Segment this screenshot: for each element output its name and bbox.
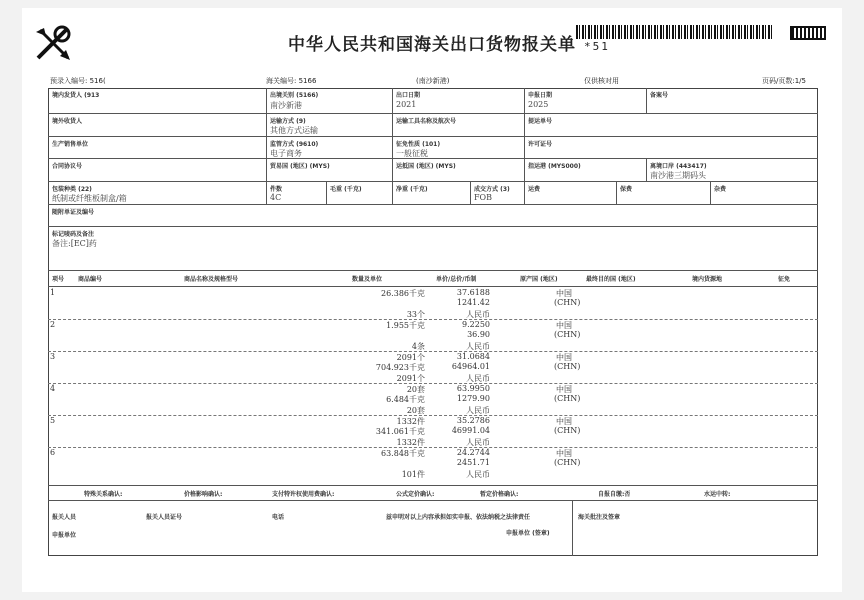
transport-mode-value: 其他方式运输	[270, 126, 318, 135]
goods-row-currency: 人民币	[466, 470, 490, 479]
barcode-number: *51	[584, 40, 610, 53]
goods-row-total-price: 64964.01	[451, 362, 490, 371]
goods-row-qty-secondary: 704.923千克	[375, 363, 425, 372]
marks-label: 标记唛码及备注	[52, 231, 95, 238]
seal-label: 申报单位 (签章)	[506, 530, 550, 537]
goods-row-qty-secondary: 6.484千克	[386, 395, 425, 404]
gross-weight-label: 毛重 (千克)	[330, 186, 362, 193]
pre-entry-number: 预录入编号: 516(	[50, 77, 106, 85]
goods-row-item-number: 3	[50, 352, 56, 361]
declarant-cert-label: 报关人员证号	[146, 514, 183, 521]
pieces-value: 4C	[270, 193, 282, 202]
dest-port-label: 指运港 (MYS000)	[528, 163, 581, 170]
goods-col-exempt: 征免	[778, 276, 791, 283]
misc-fee-label: 杂费	[714, 186, 727, 193]
goods-row-item-number: 6	[50, 448, 56, 457]
goods-col-source: 境内货源地	[692, 276, 723, 283]
levy-value: 一般征税	[396, 149, 428, 158]
goods-row-qty-declared: 20套	[406, 406, 425, 415]
goods-row-total-price: 1279.90	[456, 394, 490, 403]
domestic-consignor-label: 境内发货人 (913	[52, 92, 100, 99]
supervision-value: 电子商务	[270, 149, 302, 158]
goods-row-origin: 中国	[556, 321, 572, 330]
exit-customs-value: 南沙新港	[270, 101, 302, 110]
declare-unit-label: 申报单位	[52, 532, 77, 539]
qr-code-icon	[790, 26, 826, 40]
pieces-label: 件数	[270, 186, 283, 193]
trade-country-label: 贸易国 (地区) (MYS)	[270, 163, 330, 170]
dest-country-label: 运抵国 (地区) (MYS)	[396, 163, 456, 170]
price-impact-label: 价格影响确认:	[184, 491, 223, 498]
goods-col-final-dest: 最终目的国 (地区)	[586, 276, 636, 283]
supervision-label: 监管方式 (9610)	[270, 141, 319, 148]
levy-label: 征免性质 (101)	[396, 141, 441, 148]
goods-col-code: 商品编号	[78, 276, 103, 283]
goods-row-unit-price: 37.6188	[456, 288, 490, 297]
formula-pricing-label: 公式定价确认:	[396, 491, 435, 498]
exit-port-label: 离境口岸 (443417)	[650, 163, 707, 170]
overseas-consignee-label: 境外收货人	[52, 118, 83, 125]
declare-date-value: 2025	[528, 100, 549, 109]
goods-row-currency: 人民币	[466, 438, 490, 447]
goods-row-item-number: 1	[50, 288, 56, 297]
goods-row-origin: 中国	[556, 353, 572, 362]
page-indicator: 页码/页数:1/5	[762, 77, 806, 85]
goods-row-qty: 1.955千克	[386, 321, 425, 330]
customs-emblem-icon	[32, 24, 76, 64]
goods-row-item-number: 5	[50, 416, 56, 425]
goods-row-qty: 20套	[406, 385, 425, 394]
goods-row-unit-price: 63.9950	[456, 384, 490, 393]
goods-row-origin-code: (CHN)	[554, 330, 581, 339]
package-label: 包装种类 (22)	[52, 186, 92, 193]
insurance-label: 保费	[620, 186, 633, 193]
goods-row-origin-code: (CHN)	[554, 362, 581, 371]
goods-row-currency: 人民币	[466, 342, 490, 351]
goods-row-origin: 中国	[556, 449, 572, 458]
goods-col-qty: 数量及单位	[352, 276, 383, 283]
goods-row-unit-price: 9.2250	[462, 320, 490, 329]
attached-docs-label: 随附单证及编号	[52, 209, 95, 216]
bill-number-label: 提运单号	[528, 118, 553, 125]
goods-row-origin-code: (CHN)	[554, 298, 581, 307]
goods-row-qty: 26.386千克	[381, 289, 425, 298]
self-report-label: 自报自缴:否	[598, 491, 631, 498]
goods-row-unit-price: 31.0684	[456, 352, 490, 361]
transit-label: 水运中转:	[704, 491, 731, 498]
goods-row-total-price: 1241.42	[456, 298, 490, 307]
license-label: 许可证号	[528, 141, 553, 148]
goods-row-qty-declared: 4条	[411, 342, 425, 351]
package-value: 纸制或纤维板制盒/箱	[52, 194, 127, 203]
deal-mode-label: 成交方式 (3)	[474, 186, 510, 193]
goods-row-total-price: 46991.04	[451, 426, 490, 435]
goods-row-item-number: 2	[50, 320, 56, 329]
goods-col-price: 单价/总价/币制	[436, 276, 477, 283]
goods-row-origin-code: (CHN)	[554, 426, 581, 435]
royalty-label: 支付特许权使用费确认:	[272, 491, 335, 498]
exit-port-value: 南沙港三期码头	[650, 171, 706, 180]
goods-row-qty: 63.848千克	[381, 449, 425, 458]
barcode	[576, 25, 772, 39]
goods-row-qty: 1332件	[396, 417, 425, 426]
goods-row-currency: 人民币	[466, 406, 490, 415]
goods-row-currency: 人民币	[466, 374, 490, 383]
goods-col-origin: 原产国 (地区)	[520, 276, 558, 283]
export-date-value: 2021	[396, 100, 417, 109]
goods-row-qty-declared: 33个	[406, 310, 425, 319]
customs-approval-label: 海关批注及签章	[578, 514, 621, 521]
declarant-label: 报关人员	[52, 514, 77, 521]
record-number-label: 备案号	[650, 92, 669, 99]
remark-value: 备注:[EC]药	[52, 239, 97, 248]
goods-row-item-number: 4	[50, 384, 56, 393]
goods-row-origin: 中国	[556, 289, 572, 298]
provisional-price-label: 暂定价格确认:	[480, 491, 519, 498]
deal-mode-value: FOB	[474, 193, 492, 202]
declare-date-label: 申报日期	[528, 92, 553, 99]
export-date-label: 出口日期	[396, 92, 421, 99]
goods-row-total-price: 2451.71	[456, 458, 490, 467]
goods-row-origin: 中国	[556, 417, 572, 426]
phone-label: 电话	[272, 514, 285, 521]
legal-statement: 兹申明对以上内容承担如实申报、依法纳税之法律责任	[386, 514, 531, 521]
goods-row-qty-declared: 101件	[401, 470, 425, 479]
goods-col-name: 商品名称及规格型号	[184, 276, 239, 283]
goods-row-unit-price: 24.2744	[456, 448, 490, 457]
transport-mode-label: 运输方式 (9)	[270, 118, 306, 125]
net-weight-label: 净重 (千克)	[396, 186, 428, 193]
goods-row-qty: 2091个	[396, 353, 425, 362]
goods-row-qty-declared: 1332件	[396, 438, 425, 447]
contract-label: 合同协议号	[52, 163, 83, 170]
goods-row-origin-code: (CHN)	[554, 458, 581, 467]
goods-row-currency: 人民币	[466, 310, 490, 319]
exit-customs-label: 出境关别 (5166)	[270, 92, 319, 99]
producer-label: 生产销售单位	[52, 141, 89, 148]
goods-row-unit-price: 35.2786	[456, 416, 490, 425]
document-title: 中华人民共和国海关出口货物报关单	[288, 35, 576, 55]
goods-row-qty-secondary: 341.061千克	[375, 427, 425, 436]
goods-row-origin: 中国	[556, 385, 572, 394]
transport-tool-label: 运输工具名称及航次号	[396, 118, 457, 125]
goods-row-origin-code: (CHN)	[554, 394, 581, 403]
special-relation-label: 特殊关系确认:	[84, 491, 123, 498]
freight-label: 运费	[528, 186, 541, 193]
customs-number: 海关编号: 5166	[266, 77, 317, 85]
goods-col-item: 项号	[52, 276, 65, 283]
port-note: (南沙新港)	[416, 77, 450, 85]
goods-row-qty-declared: 2091个	[396, 374, 425, 383]
goods-row-total-price: 36.90	[467, 330, 490, 339]
usage-note: 仅供核对用	[584, 77, 619, 85]
